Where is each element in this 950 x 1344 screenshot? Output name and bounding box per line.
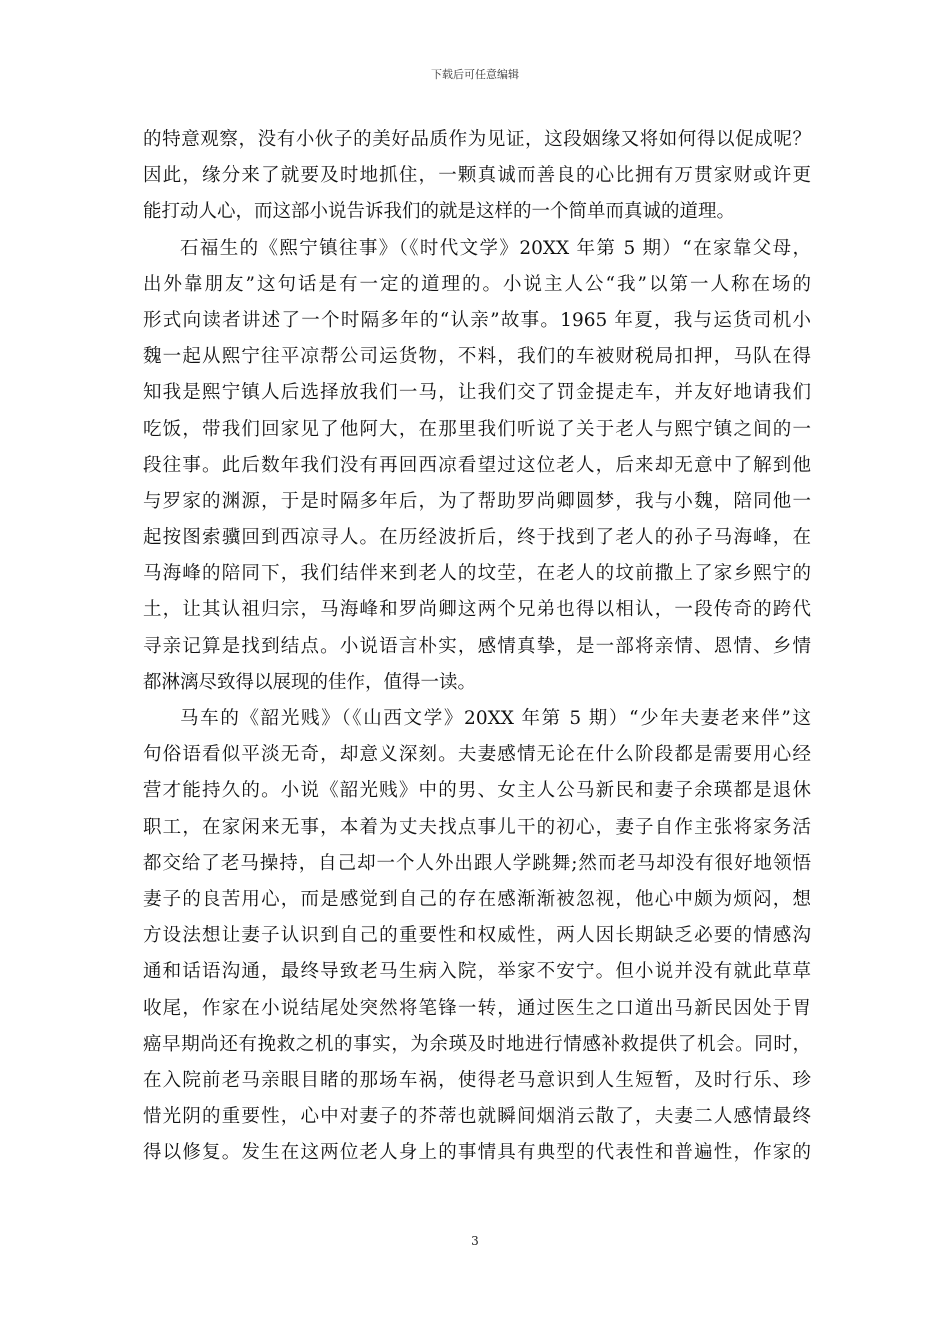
text-line: 起按图索骥回到西凉寻人。在历经波折后，终于找到了老人的孙子马海峰，在 [143, 527, 811, 549]
text-line: 能打动人心，而这部小说告诉我们的就是这样的一个简单而真诚的道理。 [143, 201, 736, 223]
text-line: 马海峰的陪同下，我们结伴来到老人的坟茔，在老人的坟前撒上了家乡熙宁的 [143, 563, 811, 585]
text-line: 吃饭，带我们回家见了他阿大，在那里我们听说了关于老人与熙宁镇之间的一 [143, 418, 811, 440]
text-line: 石福生的《熙宁镇往事》（《时代文学》20XX 年第 5 期）“在家靠父母， [180, 237, 811, 259]
text-line: 都交给了老马操持，自己却一个人外出跟人学跳舞;然而老马却没有很好地领悟 [143, 852, 811, 874]
text-line: 寻亲记算是找到结点。小说语言朴实，感情真挚，是一部将亲情、恩情、乡情 [143, 635, 811, 657]
text-line: 段往事。此后数年我们没有再回西凉看望过这位老人，后来却无意中了解到他 [143, 454, 811, 476]
text-line: 都淋漓尽致得以展现的佳作，值得一读。 [143, 671, 477, 693]
text-line: 职工，在家闲来无事，本着为丈夫找点事儿干的初心，妻子自作主张将家务活 [143, 816, 811, 838]
body-text [143, 122, 811, 1171]
text-line: 与罗家的渊源，于是时隔多年后，为了帮助罗尚卿圆梦，我与小魏，陪同他一 [143, 490, 811, 512]
text-line: 惜光阴的重要性，心中对妻子的芥蒂也就瞬间烟消云散了，夫妻二人感情最终 [143, 1106, 811, 1128]
text-line: 魏一起从熙宁往平凉帮公司运货物，不料，我们的车被财税局扣押，马队在得 [143, 346, 811, 368]
paragraph [143, 231, 811, 701]
text-line: 收尾，作家在小说结尾处突然将笔锋一转，通过医生之口道出马新民因处于胃 [143, 997, 811, 1019]
text-line: 通和话语沟通，最终导致老马生病入院，举家不安宁。但小说并没有就此草草 [143, 961, 811, 983]
text-line: 形式向读者讲述了一个时隔多年的“认亲”故事。1965 年夏，我与运货司机小 [143, 309, 811, 331]
page-header: 下载后可任意编辑 [431, 68, 519, 81]
text-line: 癌早期尚还有挽救之机的事实，为余瑛及时地进行情感补救提供了机会。同时， [143, 1033, 811, 1055]
text-line: 马车的《韶光贱》（《山西文学》20XX 年第 5 期）“少年夫妻老来伴”这 [180, 708, 811, 729]
text-line: 知我是熙宁镇人后选择放我们一马，让我们交了罚金提走车，并友好地请我们 [143, 382, 811, 404]
page-number: 3 [471, 1234, 479, 1248]
text-line: 的特意观察，没有小伙子的美好品质作为见证，这段姻缘又将如何得以促成呢？ [143, 129, 811, 150]
text-line: 出外靠朋友”这句话是有一定的道理的。小说主人公“我”以第一人称在场的 [143, 273, 811, 295]
text-line: 句俗语看似平淡无奇，却意义深刻。夫妻感情无论在什么阶段都是需要用心经 [143, 744, 811, 766]
paragraph [143, 122, 811, 231]
paragraph [143, 701, 811, 1171]
text-line: 方设法想让妻子认识到自己的重要性和权威性，两人因长期缺乏必要的情感沟 [143, 925, 811, 947]
text-line: 得以修复。发生在这两位老人身上的事情具有典型的代表性和普遍性，作家的 [143, 1142, 811, 1164]
text-line: 土，让其认祖归宗，马海峰和罗尚卿这两个兄弟也得以相认，一段传奇的跨代 [143, 599, 811, 621]
text-line: 妻子的良苦用心，而是感觉到自己的存在感渐渐被忽视，他心中颇为烦闷，想 [143, 888, 811, 910]
text-line: 在入院前老马亲眼目睹的那场车祸，使得老马意识到人生短暂，及时行乐、珍 [143, 1069, 811, 1091]
text-line: 营才能持久的。小说《韶光贱》中的男、女主人公马新民和妻子余瑛都是退休 [143, 780, 811, 802]
text-line: 因此，缘分来了就要及时地抓住，一颗真诚而善良的心比拥有万贯家财或许更 [143, 165, 811, 187]
